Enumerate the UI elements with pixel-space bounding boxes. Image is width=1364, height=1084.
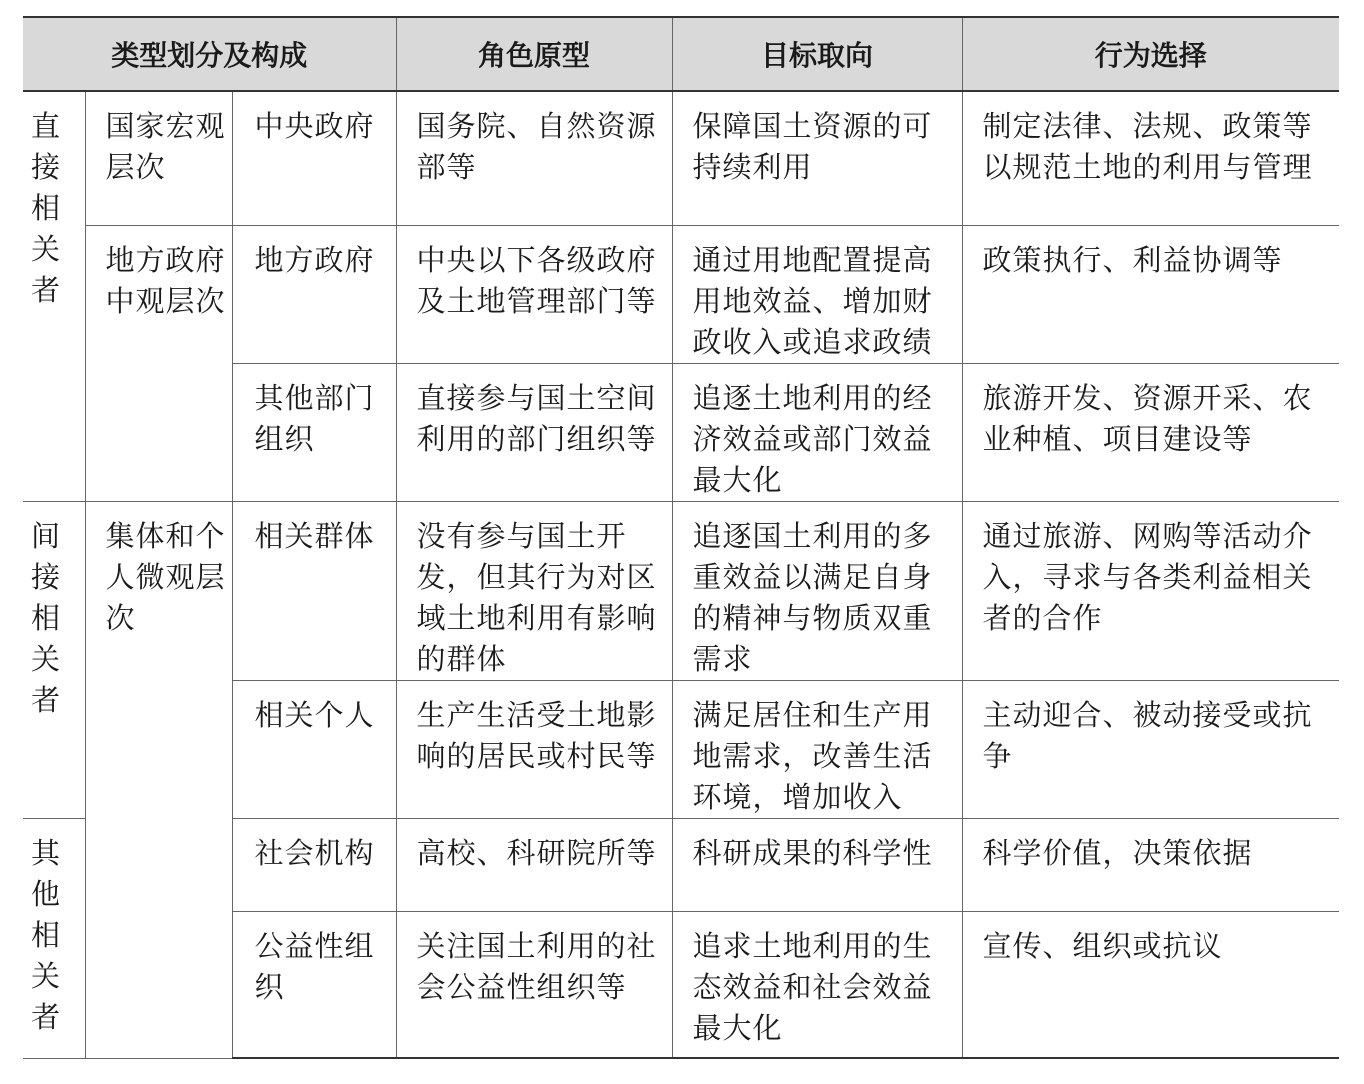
row-subject: 相关个人 (232, 680, 396, 818)
stakeholder-table (23, 16, 1339, 1059)
row-action: 通过旅游、网购等活动介入，寻求与各类利益相关者的合作 (962, 501, 1339, 680)
row-goal: 追逐土地利用的经济效益或部门效益最大化 (672, 363, 962, 501)
category-other (23, 818, 85, 1058)
row-action: 旅游开发、资源开采、农业种植、项目建设等 (962, 363, 1339, 501)
row-role: 国务院、自然资源部等 (396, 91, 672, 225)
row-action: 宣传、组织或抗议 (962, 911, 1339, 1058)
level-local: 地方政府中观层次 (85, 225, 232, 501)
table-row (23, 225, 1339, 363)
row-action: 科学价值，决策依据 (962, 818, 1339, 911)
header-role: 角色原型 (396, 17, 672, 91)
header-action: 行为选择 (962, 17, 1339, 91)
row-role: 没有参与国土开发，但其行为对区域土地利用有影响的群体 (396, 501, 672, 680)
row-goal: 通过用地配置提高用地效益、增加财政收入或追求政绩 (672, 225, 962, 363)
row-subject: 中央政府 (232, 91, 396, 225)
header-type: 类型划分及构成 (23, 17, 396, 91)
level-collective: 集体和个人微观层次 (85, 501, 232, 1058)
table-row (23, 91, 1339, 225)
row-action: 制定法律、法规、政策等以规范土地的利用与管理 (962, 91, 1339, 225)
row-subject: 社会机构 (232, 818, 396, 911)
row-role: 生产生活受土地影响的居民或村民等 (396, 680, 672, 818)
category-label: 其 他 相 关 者 (31, 835, 62, 1034)
category-direct (23, 91, 85, 501)
row-goal: 保障国土资源的可持续利用 (672, 91, 962, 225)
row-goal: 科研成果的科学性 (672, 818, 962, 911)
row-goal: 满足居住和生产用地需求，改善生活环境，增加收入 (672, 680, 962, 818)
row-action: 主动迎合、被动接受或抗争 (962, 680, 1339, 818)
row-goal: 追逐国土利用的多重效益以满足自身的精神与物质双重需求 (672, 501, 962, 680)
category-label: 直 接 相 关 者 (31, 109, 62, 307)
header-row (23, 17, 1339, 91)
header-goal: 目标取向 (672, 17, 962, 91)
row-role: 关注国土利用的社会公益性组织等 (396, 911, 672, 1058)
table-row (23, 501, 1339, 680)
row-subject: 相关群体 (232, 501, 396, 680)
row-role: 中央以下各级政府及土地管理部门等 (396, 225, 672, 363)
level-national: 国家宏观层次 (85, 91, 232, 225)
row-role: 高校、科研院所等 (396, 818, 672, 911)
row-goal: 追求土地利用的生态效益和社会效益最大化 (672, 911, 962, 1058)
row-subject: 地方政府 (232, 225, 396, 363)
row-subject: 其他部门组织 (232, 363, 396, 501)
category-label: 间 接 相 关 者 (31, 518, 62, 717)
category-indirect (23, 501, 85, 818)
row-subject: 公益性组织 (232, 911, 396, 1058)
row-role: 直接参与国土空间利用的部门组织等 (396, 363, 672, 501)
row-action: 政策执行、利益协调等 (962, 225, 1339, 363)
